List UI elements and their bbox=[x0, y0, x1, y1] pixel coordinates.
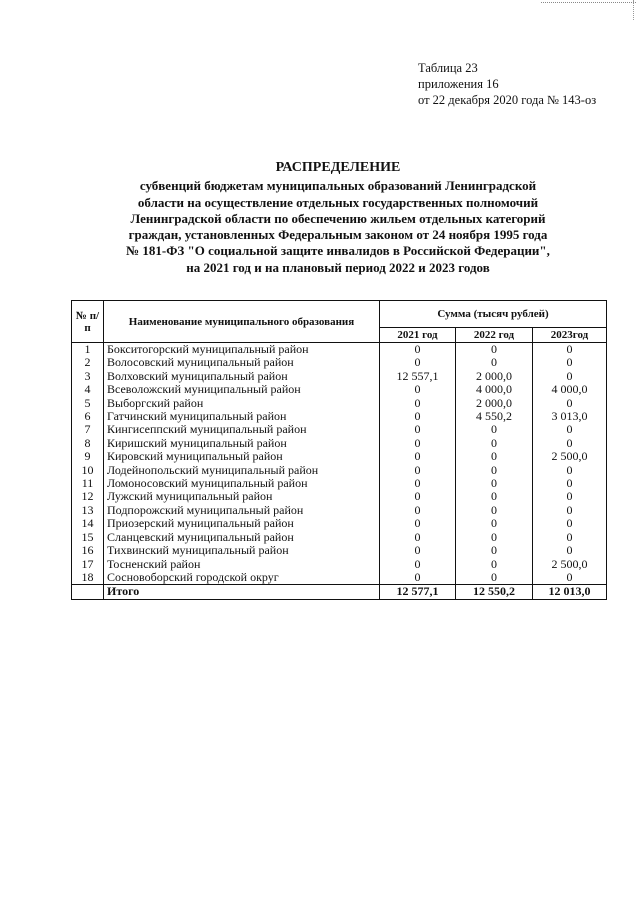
value-2022: 0 bbox=[456, 531, 533, 544]
row-number: 16 bbox=[72, 544, 104, 557]
table-row bbox=[72, 477, 607, 490]
value-2021: 0 bbox=[380, 558, 456, 571]
municipality-name: Сланцевский муниципальный район bbox=[104, 531, 380, 544]
value-2023: 2 500,0 bbox=[533, 450, 607, 463]
value-2022: 0 bbox=[456, 477, 533, 490]
header-2022: 2022 год bbox=[456, 328, 533, 343]
title-line: Ленинградской области по обеспечению жильем отдельных категорий bbox=[130, 210, 546, 226]
value-2021: 0 bbox=[380, 544, 456, 557]
row-number: 1 bbox=[72, 343, 104, 357]
value-2021: 0 bbox=[380, 356, 456, 369]
value-2022: 0 bbox=[456, 544, 533, 557]
row-number: 11 bbox=[72, 477, 104, 490]
value-2023: 0 bbox=[533, 437, 607, 450]
reference-appendix: приложения 16 bbox=[418, 77, 499, 91]
scan-corner-mark bbox=[541, 2, 636, 3]
municipality-name: Тосненский район bbox=[104, 558, 380, 571]
row-number: 5 bbox=[72, 397, 104, 410]
value-2021: 0 bbox=[380, 423, 456, 436]
row-number: 3 bbox=[72, 370, 104, 383]
table-row bbox=[72, 370, 607, 383]
title-heading: РАСПРЕДЕЛЕНИЕ bbox=[275, 160, 401, 175]
row-number: 18 bbox=[72, 571, 104, 585]
row-number: 10 bbox=[72, 464, 104, 477]
value-2021: 0 bbox=[380, 437, 456, 450]
value-2022: 4 550,2 bbox=[456, 410, 533, 423]
value-2023: 3 013,0 bbox=[533, 410, 607, 423]
header-2021: 2021 год bbox=[380, 328, 456, 343]
value-2021: 0 bbox=[380, 517, 456, 530]
value-2022: 0 bbox=[456, 464, 533, 477]
title-line: области на осуществление отдельных государственных полномочий bbox=[137, 194, 539, 210]
document-reference bbox=[418, 60, 596, 108]
value-2022: 2 000,0 bbox=[456, 397, 533, 410]
value-2021: 0 bbox=[380, 397, 456, 410]
table-row bbox=[72, 450, 607, 463]
table-row bbox=[72, 490, 607, 503]
value-2021: 0 bbox=[380, 343, 456, 357]
value-2022: 0 bbox=[456, 517, 533, 530]
value-2022: 0 bbox=[456, 343, 533, 357]
municipality-name: Сосновоборский городской округ bbox=[104, 571, 380, 585]
municipality-name: Всеволожский муниципальный район bbox=[104, 383, 380, 396]
total-2023: 12 013,0 bbox=[533, 585, 607, 599]
value-2021: 0 bbox=[380, 504, 456, 517]
row-number: 9 bbox=[72, 450, 104, 463]
total-number bbox=[72, 585, 104, 599]
row-number: 15 bbox=[72, 531, 104, 544]
municipality-name: Волосовский муниципальный район bbox=[104, 356, 380, 369]
value-2023: 0 bbox=[533, 517, 607, 530]
total-label: Итого bbox=[104, 585, 380, 599]
municipality-name: Ломоносовский муниципальный район bbox=[104, 477, 380, 490]
row-number: 12 bbox=[72, 490, 104, 503]
value-2022: 0 bbox=[456, 423, 533, 436]
title-line: граждан, установленных Федеральным законом от 24 ноября 1995 года bbox=[128, 227, 548, 243]
municipality-name: Кингисеппский муниципальный район bbox=[104, 423, 380, 436]
value-2021: 0 bbox=[380, 477, 456, 490]
value-2023: 4 000,0 bbox=[533, 383, 607, 396]
value-2022: 0 bbox=[456, 490, 533, 503]
scan-edge-mark bbox=[633, 0, 634, 20]
value-2023: 0 bbox=[533, 571, 607, 585]
table-row bbox=[72, 397, 607, 410]
table-row bbox=[72, 504, 607, 517]
title-line: на 2021 год и на плановый период 2022 и 2023 годов bbox=[186, 259, 490, 275]
reference-law-date: от 22 декабря 2020 года № 143-оз bbox=[418, 93, 597, 107]
row-number: 6 bbox=[72, 410, 104, 423]
table-row bbox=[72, 517, 607, 530]
table-row bbox=[72, 410, 607, 423]
municipality-name: Кировский муниципальный район bbox=[104, 450, 380, 463]
row-number: 14 bbox=[72, 517, 104, 530]
table-row bbox=[72, 464, 607, 477]
value-2022: 0 bbox=[456, 558, 533, 571]
municipality-name: Киришский муниципальный район bbox=[104, 437, 380, 450]
municipality-name: Тихвинский муниципальный район bbox=[104, 544, 380, 557]
total-row bbox=[72, 585, 607, 599]
value-2022: 2 000,0 bbox=[456, 370, 533, 383]
row-number: 7 bbox=[72, 423, 104, 436]
document-title bbox=[88, 160, 588, 276]
header-sum: Сумма (тысяч рублей) bbox=[380, 301, 607, 328]
row-number: 8 bbox=[72, 437, 104, 450]
table-row bbox=[72, 343, 607, 357]
table-row bbox=[72, 423, 607, 436]
value-2021: 0 bbox=[380, 464, 456, 477]
value-2023: 0 bbox=[533, 477, 607, 490]
value-2022: 0 bbox=[456, 504, 533, 517]
value-2022: 0 bbox=[456, 571, 533, 585]
value-2023: 0 bbox=[533, 370, 607, 383]
value-2022: 0 bbox=[456, 450, 533, 463]
row-number: 13 bbox=[72, 504, 104, 517]
value-2023: 0 bbox=[533, 504, 607, 517]
value-2023: 0 bbox=[533, 423, 607, 436]
municipality-name: Выборгский район bbox=[104, 397, 380, 410]
table-row bbox=[72, 544, 607, 557]
value-2023: 0 bbox=[533, 397, 607, 410]
value-2022: 0 bbox=[456, 356, 533, 369]
value-2021: 0 bbox=[380, 490, 456, 503]
table-body bbox=[72, 343, 607, 600]
total-2022: 12 550,2 bbox=[456, 585, 533, 599]
value-2023: 0 bbox=[533, 464, 607, 477]
reference-table-number: Таблица 23 bbox=[418, 61, 478, 75]
value-2022: 4 000,0 bbox=[456, 383, 533, 396]
table-row bbox=[72, 437, 607, 450]
table-row bbox=[72, 531, 607, 544]
municipality-name: Волховский муниципальный район bbox=[104, 370, 380, 383]
value-2023: 0 bbox=[533, 544, 607, 557]
table-row bbox=[72, 356, 607, 369]
municipality-name: Лужский муниципальный район bbox=[104, 490, 380, 503]
title-line: субвенций бюджетам муниципальных образований Ленинградской bbox=[139, 178, 537, 194]
header-2023: 2023год bbox=[533, 328, 607, 343]
value-2021: 0 bbox=[380, 450, 456, 463]
value-2021: 0 bbox=[380, 410, 456, 423]
value-2023: 0 bbox=[533, 490, 607, 503]
header-municipality: Наименование муниципального образования bbox=[104, 301, 380, 343]
row-number: 2 bbox=[72, 356, 104, 369]
municipality-name: Бокситогорский муниципальный район bbox=[104, 343, 380, 357]
table-row bbox=[72, 571, 607, 585]
value-2023: 0 bbox=[533, 531, 607, 544]
municipality-name: Приозерский муниципальный район bbox=[104, 517, 380, 530]
distribution-table bbox=[71, 300, 607, 600]
value-2023: 0 bbox=[533, 343, 607, 357]
value-2021: 0 bbox=[380, 383, 456, 396]
table-row bbox=[72, 558, 607, 571]
value-2023: 0 bbox=[533, 356, 607, 369]
municipality-name: Лодейнопольский муниципальный район bbox=[104, 464, 380, 477]
title-line: № 181-ФЗ "О социальной защите инвалидов в Российской Федерации", bbox=[126, 243, 550, 259]
value-2021: 0 bbox=[380, 571, 456, 585]
total-2021: 12 577,1 bbox=[380, 585, 456, 599]
header-number: № п/п bbox=[72, 301, 104, 343]
value-2021: 12 557,1 bbox=[380, 370, 456, 383]
value-2023: 2 500,0 bbox=[533, 558, 607, 571]
value-2021: 0 bbox=[380, 531, 456, 544]
municipality-name: Подпорожский муниципальный район bbox=[104, 504, 380, 517]
row-number: 4 bbox=[72, 383, 104, 396]
row-number: 17 bbox=[72, 558, 104, 571]
value-2022: 0 bbox=[456, 437, 533, 450]
table-row bbox=[72, 383, 607, 396]
municipality-name: Гатчинский муниципальный район bbox=[104, 410, 380, 423]
